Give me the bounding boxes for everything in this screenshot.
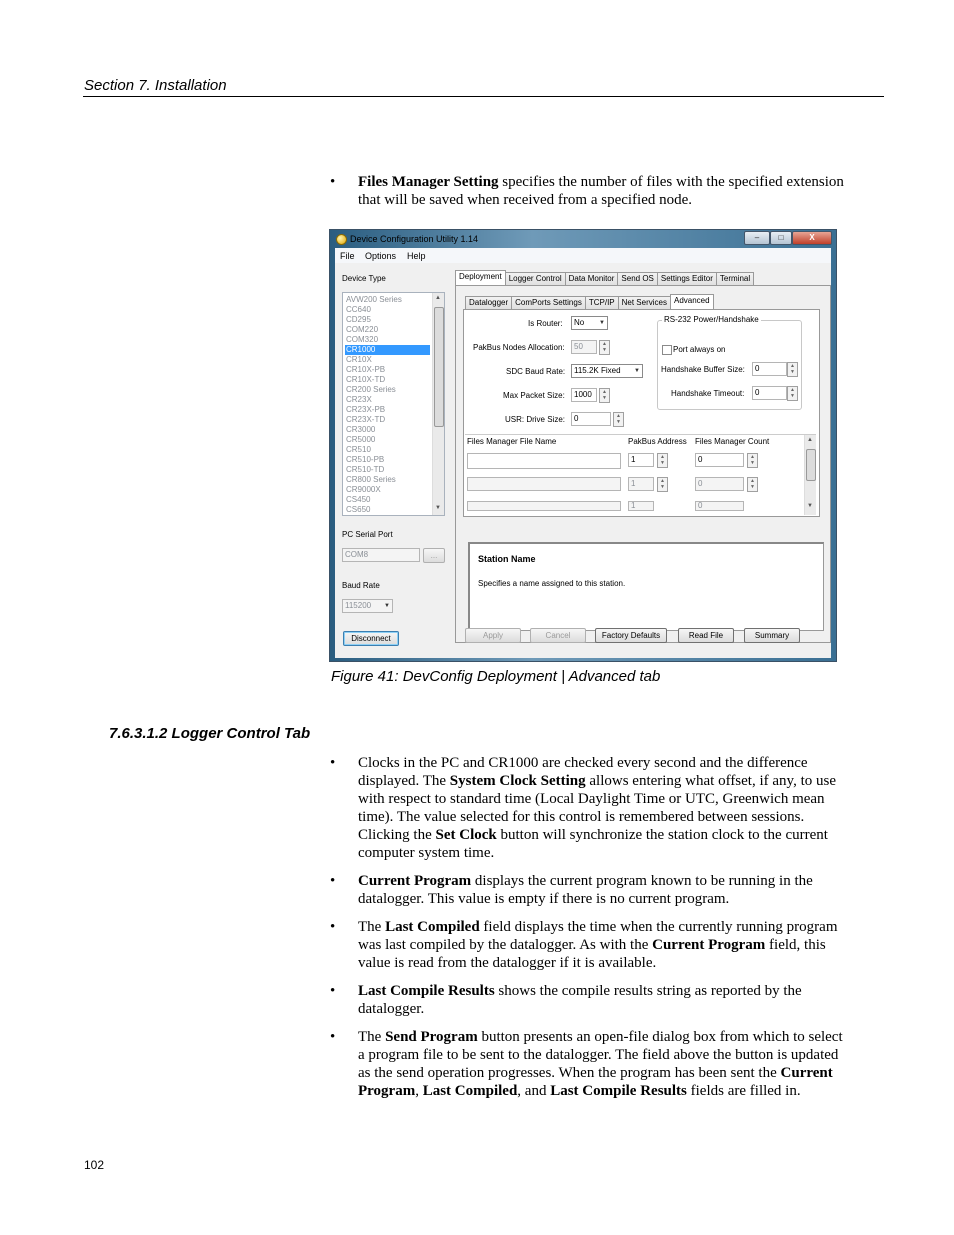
window-client — [335, 248, 831, 658]
bold-term: Current Program — [358, 1065, 833, 1099]
pakbus-address-field[interactable]: 1 — [628, 453, 654, 467]
is-router-select[interactable]: No ▼ — [571, 316, 608, 330]
scroll-thumb[interactable] — [434, 307, 444, 427]
tab-logger-control[interactable]: Logger Control — [505, 272, 566, 285]
port-always-on-label: Port always on — [673, 345, 726, 354]
title-bar — [330, 230, 836, 248]
factory-defaults-button[interactable]: Factory Defaults — [595, 628, 667, 643]
bullet-text: shows the compile results string as reported by the datalogger. — [358, 983, 802, 1017]
pakbus-nodes-label: PakBus Nodes Allocation: — [473, 343, 565, 352]
list-item[interactable]: CR10X-PB — [346, 365, 386, 374]
bullet-text: , and — [517, 1083, 551, 1099]
list-item[interactable]: CR23X-PB — [346, 405, 386, 414]
bold-term: Last Compiled — [422, 1083, 518, 1099]
list-item[interactable]: CR510-TD — [346, 465, 385, 474]
bold-term: Last Compile Results — [550, 1083, 687, 1099]
sdc-baud-label: SDC Baud Rate: — [506, 367, 566, 376]
files-count-field[interactable]: 0 — [695, 477, 744, 491]
bold-term: Files Manager Setting — [358, 174, 499, 190]
pakbus-address-field[interactable]: 1 — [628, 501, 654, 511]
list-item[interactable]: CR200 Series — [346, 385, 396, 394]
menu-file[interactable]: File — [340, 251, 355, 261]
device-type-label: Device Type — [342, 274, 386, 283]
tab-terminal[interactable]: Terminal — [716, 272, 754, 285]
disconnect-button[interactable]: Disconnect — [343, 631, 399, 646]
list-item[interactable]: CR23X — [346, 395, 372, 404]
bold-term: Set Clock — [435, 827, 497, 843]
figure-caption: Figure 41: DevConfig Deployment | Advanced tab — [331, 668, 661, 685]
baud-rate-label: Baud Rate — [342, 581, 380, 590]
browse-button[interactable]: ... — [423, 548, 445, 563]
tab-tcp-ip[interactable]: TCP/IP — [585, 296, 619, 309]
list-item[interactable]: CR10X-TD — [346, 375, 386, 384]
device-type-list[interactable] — [342, 292, 445, 516]
intro-bullet-list — [330, 173, 850, 219]
handshake-timeout-field[interactable]: 0 — [752, 386, 787, 400]
tab-datalogger[interactable]: Datalogger — [465, 296, 512, 309]
maximize-icon[interactable]: □ — [770, 231, 792, 245]
apply-button[interactable]: Apply — [465, 628, 521, 643]
list-item[interactable]: CR510 — [346, 445, 371, 454]
scroll-up-icon[interactable]: ▲ — [807, 437, 813, 443]
pc-serial-port-field[interactable]: COM8 — [342, 548, 420, 562]
devconfig-window — [329, 229, 837, 662]
rs232-group-label: RS-232 Power/Handshake — [664, 315, 759, 324]
files-table-scrollbar[interactable] — [804, 435, 816, 515]
bullet-files-manager-setting — [330, 173, 850, 209]
table-header: Files Manager Count — [695, 437, 770, 446]
baud-rate-select[interactable]: 115200 ▼ — [342, 599, 393, 613]
bullet-clocks — [330, 754, 850, 862]
description-title: Station Name — [478, 554, 536, 564]
bullet-text: specifies the number of files with the specified extension that will be saved when received from a specified node. — [358, 174, 844, 208]
list-item[interactable]: CD295 — [346, 315, 371, 324]
list-item[interactable]: AVW200 Series — [346, 295, 402, 304]
usr-drive-label: USR: Drive Size: — [505, 415, 566, 424]
list-item[interactable]: COM320 — [346, 335, 379, 344]
list-item[interactable]: CS650 — [346, 505, 371, 514]
bold-term: Current Program — [358, 873, 472, 889]
handshake-timeout-spinner[interactable]: ▲ ▼ — [787, 386, 798, 401]
list-item[interactable]: CR23X-TD — [346, 415, 386, 424]
file-name-field[interactable] — [467, 453, 621, 469]
bullet-text: allows entering what offset, if any, to use with respect to standard time (Local Daylight Time or UTC, Greenwich mean time). The value selected for this control is remembered between sessions. Clicking the — [358, 773, 836, 843]
main-tab-strip — [455, 272, 753, 285]
list-item-selected[interactable]: CR1000 — [345, 345, 430, 355]
list-item[interactable]: COM220 — [346, 325, 379, 334]
bullet-last-compiled — [330, 918, 850, 972]
scroll-thumb[interactable] — [806, 449, 816, 481]
bullet-text: The — [358, 919, 386, 935]
list-item[interactable]: CR10X — [346, 355, 372, 364]
pakbus-address-field[interactable]: 1 — [628, 477, 654, 491]
table-header: PakBus Address — [628, 437, 687, 446]
tab-data-monitor[interactable]: Data Monitor — [565, 272, 619, 285]
pakbus-address-spinner[interactable]: ▲ ▼ — [657, 477, 668, 492]
port-always-on-checkbox[interactable] — [662, 345, 672, 355]
list-item[interactable]: CR510-PB — [346, 455, 385, 464]
files-count-field[interactable]: 0 — [695, 501, 744, 511]
list-item[interactable]: CS450 — [346, 495, 371, 504]
bullet-text: fields are filled in. — [686, 1083, 801, 1099]
section-header: Section 7. Installation — [84, 77, 227, 94]
summary-button[interactable]: Summary — [744, 628, 800, 643]
scroll-down-icon[interactable]: ▼ — [807, 503, 813, 509]
list-item[interactable]: CR9000X — [346, 485, 381, 494]
header-rule — [83, 96, 884, 97]
device-list-scrollbar[interactable] — [432, 293, 444, 515]
file-name-field[interactable] — [467, 477, 621, 491]
list-item[interactable]: CR3000 — [346, 425, 376, 434]
tab-send-os[interactable]: Send OS — [617, 272, 657, 285]
menu-bar — [335, 248, 831, 263]
handshake-buffer-spinner[interactable]: ▲ ▼ — [787, 362, 798, 377]
pakbus-address-spinner[interactable]: ▲ ▼ — [657, 453, 668, 468]
subsection-heading: 7.6.3.1.2 Logger Control Tab — [109, 725, 311, 742]
logger-control-bullets — [330, 754, 850, 1110]
bullet-send-program — [330, 1028, 850, 1100]
bullet-text: field displays the time when the currently running program was last compiled by the datalogger. As with the — [358, 919, 838, 953]
handshake-buffer-label: Handshake Buffer Size: — [661, 365, 745, 374]
max-packet-field[interactable]: 1000 — [571, 388, 597, 402]
bullet-text: The — [358, 1029, 386, 1045]
bullet-last-compile-results — [330, 982, 850, 1018]
scroll-down-icon[interactable]: ▼ — [435, 505, 441, 511]
close-icon[interactable]: X — [792, 231, 832, 245]
bold-term: Last Compile Results — [358, 983, 495, 999]
handshake-timeout-label: Handshake Timeout: — [671, 389, 745, 398]
minimize-icon[interactable]: – — [744, 231, 770, 245]
list-item[interactable]: CR5000 — [346, 435, 376, 444]
bullet-text: button presents an open-file dialog box from which to select a program file to be sent to the datalogger. The field above the button is updated as the send operation progresses. When the program has been sent the — [358, 1029, 843, 1081]
bullet-current-program — [330, 872, 850, 908]
is-router-label: Is Router: — [528, 319, 563, 328]
files-count-spinner[interactable]: ▲ ▼ — [747, 453, 758, 468]
tab-net-services[interactable]: Net Services — [618, 296, 671, 309]
max-packet-label: Max Packet Size: — [503, 391, 565, 400]
sdc-baud-select[interactable]: 115.2K Fixed ▼ — [571, 364, 643, 378]
list-item[interactable]: CC640 — [346, 305, 371, 314]
files-manager-table — [465, 434, 816, 515]
list-item[interactable]: CR800 Series — [346, 475, 396, 484]
tab-settings-editor[interactable]: Settings Editor — [657, 272, 717, 285]
description-panel — [468, 542, 824, 631]
app-icon — [336, 234, 347, 245]
bullet-text: Clocks in the PC and CR1000 are checked every second and the difference displayed. The — [358, 755, 808, 789]
window-controls — [744, 231, 832, 245]
window-title: Device Configuration Utility 1.14 — [350, 234, 479, 244]
tab-deployment[interactable]: Deployment — [455, 270, 506, 285]
description-text: Specifies a name assigned to this station. — [478, 579, 626, 588]
usr-drive-spinner[interactable]: ▲ ▼ — [613, 412, 624, 427]
sub-tab-strip — [465, 296, 713, 309]
usr-drive-field[interactable]: 0 — [571, 412, 611, 426]
bold-term: Last Compiled — [385, 919, 480, 935]
bullet-text: , — [415, 1083, 423, 1099]
files-count-spinner[interactable]: ▲ ▼ — [747, 477, 758, 492]
handshake-buffer-field[interactable]: 0 — [752, 362, 787, 376]
menu-help[interactable]: Help — [407, 251, 426, 261]
bullet-text: displays the current program known to be running in the datalogger. This value is empty if there is no current program. — [358, 873, 813, 907]
menu-options[interactable]: Options — [365, 251, 397, 261]
cancel-button[interactable]: Cancel — [530, 628, 586, 643]
file-name-field[interactable] — [467, 501, 621, 511]
bold-term: Send Program — [385, 1029, 478, 1045]
max-packet-spinner[interactable]: ▲ ▼ — [599, 388, 610, 403]
table-header: Files Manager File Name — [467, 437, 557, 446]
tab-advanced[interactable]: Advanced — [670, 294, 714, 309]
scroll-up-icon[interactable]: ▲ — [435, 295, 441, 301]
bold-term: Current Program — [652, 937, 766, 953]
pc-serial-port-label: PC Serial Port — [342, 530, 393, 539]
files-count-field[interactable]: 0 — [695, 453, 744, 467]
read-file-button[interactable]: Read File — [678, 628, 734, 643]
pakbus-nodes-spinner[interactable]: ▲ ▼ — [599, 340, 610, 355]
pakbus-nodes-field[interactable]: 50 — [571, 340, 597, 354]
bullet-text: field, this value is read from the datalogger if it is available. — [358, 937, 826, 971]
bold-term: System Clock Setting — [449, 773, 586, 789]
page-number: 102 — [84, 1158, 105, 1172]
tab-comports-settings[interactable]: ComPorts Settings — [511, 296, 586, 309]
bullet-text: button will synchronize the station clock to the current computer system time. — [358, 827, 828, 861]
